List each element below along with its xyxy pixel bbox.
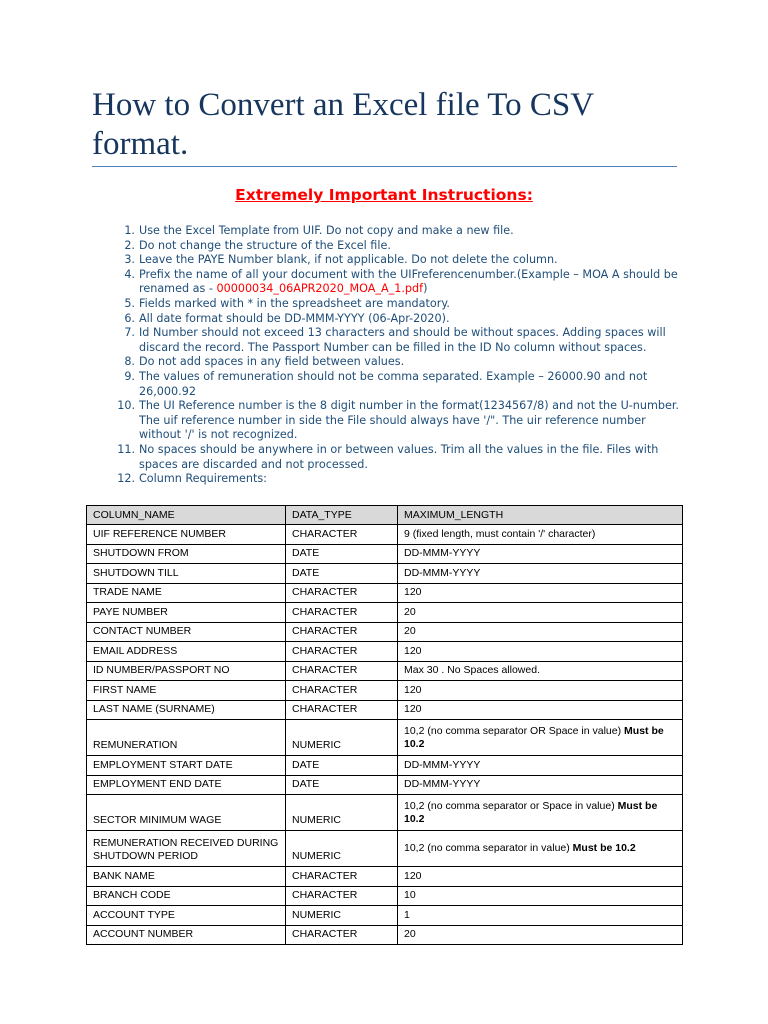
title-divider (92, 166, 677, 167)
column-name-cell-text: BRANCH CODE (93, 889, 171, 902)
instruction-text: Do not add spaces in any field between values. (139, 355, 405, 369)
maximum-length-cell (398, 831, 683, 867)
column-name-cell (87, 867, 286, 887)
data-type-cell (286, 661, 398, 681)
instruction-number: 11. (117, 442, 135, 456)
table-row (87, 867, 683, 887)
maximum-length-cell (398, 925, 683, 945)
instruction-number: 6. (124, 311, 135, 325)
instruction-item (113, 268, 683, 297)
column-name-cell (87, 775, 286, 795)
data-type-cell (286, 867, 398, 887)
column-name-cell (87, 642, 286, 662)
table-row (87, 642, 683, 662)
maximum-length-cell-text: 20 (404, 928, 416, 941)
column-name-cell-text: EMAIL ADDRESS (93, 644, 178, 657)
data-type-cell-text: CHARACTER (292, 625, 358, 638)
instruction-item (113, 224, 683, 239)
instruction-text: Fields marked with * in the spreadsheet are mandatory. (139, 296, 450, 310)
column-name-cell (87, 906, 286, 926)
data-type-cell-text: DATE (292, 778, 320, 791)
table-row (87, 525, 683, 545)
column-name-cell-text: REMUNERATION (93, 739, 178, 751)
column-name-cell-text: ACCOUNT NUMBER (93, 928, 194, 941)
data-type-cell (286, 525, 398, 545)
maximum-length-cell-text: Max 30 . No Spaces allowed. (404, 664, 540, 677)
column-name-cell-text: SHUTDOWN TILL (93, 566, 179, 579)
data-type-cell-text: DATE (292, 758, 320, 771)
instruction-item (113, 399, 683, 443)
instruction-number: 3. (124, 253, 135, 267)
maximum-length-cell (398, 886, 683, 906)
data-type-cell-text: NUMERIC (292, 908, 341, 921)
instruction-item (113, 239, 683, 254)
data-type-cell-text: NUMERIC (292, 739, 341, 751)
data-type-cell (286, 886, 398, 906)
maximum-length-cell (398, 867, 683, 887)
instruction-number: 12. (117, 472, 135, 486)
instruction-text: The UI Reference number is the 8 digit number in the format(1234567/8) and not the U-number. The uif reference number in side the File should always have '/". The uir reference number without '/' is not recognized. (139, 399, 679, 442)
table-row (87, 720, 683, 756)
maximum-length-cell-text: 10,2 (no comma separator or Space in value) (404, 799, 615, 812)
instruction-text-suffix: ) (423, 282, 428, 296)
column-name-cell (87, 544, 286, 564)
data-type-cell (286, 831, 398, 867)
maximum-length-cell-text: 120 (404, 644, 422, 657)
maximum-length-cell-text: 120 (404, 703, 422, 716)
table-row (87, 564, 683, 584)
data-type-cell-text: DATE (292, 547, 320, 560)
column-name-cell-text: PAYE NUMBER (93, 605, 168, 618)
column-name-cell-text: ACCOUNT TYPE (93, 908, 175, 921)
data-type-cell (286, 564, 398, 584)
maximum-length-cell (398, 544, 683, 564)
instruction-text: All date format should be DD-MMM-YYYY (06-Apr-2020). (139, 311, 450, 325)
maximum-length-cell (398, 525, 683, 545)
header-data-type: DATA_TYPE (286, 506, 398, 525)
maximum-length-cell-text: 20 (404, 605, 416, 618)
instruction-text: Do not change the structure of the Excel file. (139, 238, 391, 252)
length-requirement-note: Must be 10.2 (404, 724, 664, 750)
length-requirement-note: Must be 10.2 (404, 799, 658, 825)
data-type-cell (286, 622, 398, 642)
column-name-cell-text: EMPLOYMENT END DATE (93, 778, 222, 791)
column-name-cell (87, 700, 286, 720)
maximum-length-cell (398, 622, 683, 642)
column-name-cell (87, 925, 286, 945)
column-name-cell (87, 583, 286, 603)
instruction-text: Prefix the name of all your document with the UIFreferencenumber.(Example – MOA A should be renamed as - (139, 267, 678, 296)
column-name-cell-text: LAST NAME (SURNAME) (93, 703, 215, 716)
maximum-length-cell (398, 700, 683, 720)
instruction-number: 9. (124, 369, 135, 383)
instruction-item (113, 312, 683, 327)
table-row (87, 544, 683, 564)
maximum-length-cell (398, 661, 683, 681)
data-type-cell-text: CHARACTER (292, 703, 358, 716)
table-row (87, 756, 683, 776)
table-row (87, 886, 683, 906)
instruction-item (113, 370, 683, 399)
instructions-heading: Extremely Important Instructions: (235, 186, 533, 204)
maximum-length-cell-text: DD-MMM-YYYY (404, 547, 481, 560)
header-column-name: COLUMN_NAME (87, 506, 286, 525)
instruction-text: No spaces should be anywhere in or between values. Trim all the values in the file. Files with spaces are discarded and not processed. (139, 442, 659, 471)
header-maximum-length: MAXIMUM_LENGTH (398, 506, 683, 525)
column-name-cell (87, 886, 286, 906)
instruction-item (113, 297, 683, 312)
table-row (87, 661, 683, 681)
data-type-cell (286, 700, 398, 720)
maximum-length-cell-text: 120 (404, 586, 422, 599)
instruction-text: Use the Excel Template from UIF. Do not copy and make a new file. (139, 224, 514, 237)
data-type-cell-text: CHARACTER (292, 664, 358, 677)
table-row (87, 681, 683, 701)
data-type-cell (286, 925, 398, 945)
page-title: How to Convert an Excel file To CSV format. (92, 87, 594, 162)
data-type-cell-text: NUMERIC (292, 814, 341, 826)
data-type-cell-text: CHARACTER (292, 527, 358, 540)
instruction-item (113, 326, 683, 355)
column-requirements-table (86, 505, 683, 945)
instruction-number: 4. (124, 267, 135, 281)
column-name-cell (87, 720, 286, 756)
table-row (87, 795, 683, 831)
column-name-cell-text: SHUTDOWN FROM (93, 547, 189, 560)
instruction-text: The values of remuneration should not be comma separated. Example – 26000.90 and not 26,000.92 (139, 369, 648, 398)
maximum-length-cell (398, 583, 683, 603)
maximum-length-cell-text: 20 (404, 625, 416, 638)
instruction-number: 1. (124, 224, 135, 237)
column-name-cell (87, 661, 286, 681)
data-type-cell (286, 603, 398, 623)
column-name-cell-text: ID NUMBER/PASSPORT NO (93, 664, 230, 677)
table-row (87, 925, 683, 945)
column-name-cell-text: SECTOR MINIMUM WAGE (93, 814, 222, 826)
column-name-cell (87, 795, 286, 831)
data-type-cell (286, 775, 398, 795)
table-body (87, 525, 683, 945)
maximum-length-cell-text: DD-MMM-YYYY (404, 778, 481, 791)
data-type-cell-text: CHARACTER (292, 605, 358, 618)
data-type-cell (286, 583, 398, 603)
data-type-cell-text: NUMERIC (292, 850, 341, 862)
length-requirement-note: Must be 10.2 (572, 842, 636, 854)
maximum-length-cell (398, 756, 683, 776)
maximum-length-cell (398, 795, 683, 831)
data-type-cell (286, 756, 398, 776)
instruction-number: 7. (124, 326, 135, 340)
column-name-cell-text: FIRST NAME (93, 683, 157, 696)
instruction-number: 8. (124, 355, 135, 369)
data-type-cell-text: CHARACTER (292, 869, 358, 882)
instruction-item (113, 472, 683, 487)
data-type-cell (286, 906, 398, 926)
maximum-length-cell-text: 10 (404, 889, 416, 902)
maximum-length-cell (398, 642, 683, 662)
maximum-length-cell (398, 720, 683, 756)
table-row (87, 603, 683, 623)
instruction-number: 2. (124, 238, 135, 252)
column-name-cell (87, 603, 286, 623)
maximum-length-cell (398, 564, 683, 584)
column-name-cell (87, 622, 286, 642)
data-type-cell (286, 544, 398, 564)
instruction-number: 10. (117, 399, 135, 413)
table-row (87, 775, 683, 795)
data-type-cell (286, 642, 398, 662)
instruction-text: Leave the PAYE Number blank, if not applicable. Do not delete the column. (139, 253, 558, 267)
instruction-item (113, 253, 683, 268)
example-filename: 00000034_06APR2020_MOA_A_1.pdf (216, 282, 424, 296)
table-row (87, 906, 683, 926)
column-name-cell-text: REMUNERATION RECEIVED DURING SHUTDOWN PERIOD (93, 837, 279, 862)
maximum-length-cell (398, 603, 683, 623)
maximum-length-cell (398, 775, 683, 795)
column-name-cell-text: EMPLOYMENT START DATE (93, 758, 233, 771)
table-header-row (87, 506, 683, 525)
data-type-cell-text: CHARACTER (292, 586, 358, 599)
data-type-cell (286, 681, 398, 701)
instruction-item (113, 443, 683, 472)
column-name-cell (87, 831, 286, 867)
data-type-cell-text: CHARACTER (292, 889, 358, 902)
table-row (87, 700, 683, 720)
data-type-cell (286, 795, 398, 831)
instruction-item (113, 355, 683, 370)
maximum-length-cell-text: 120 (404, 683, 422, 696)
instructions-list (113, 224, 683, 487)
maximum-length-cell-text: DD-MMM-YYYY (404, 758, 481, 771)
data-type-cell-text: CHARACTER (292, 683, 358, 696)
data-type-cell (286, 720, 398, 756)
maximum-length-cell (398, 906, 683, 926)
column-name-cell (87, 756, 286, 776)
instruction-text: Id Number should not exceed 13 characters and should be without spaces. Adding spaces will discard the record. The Passport Number can be filled in the ID No column without spaces. (139, 326, 666, 354)
maximum-length-cell-text: 10,2 (no comma separator OR Space in value) (404, 724, 622, 737)
table-row (87, 622, 683, 642)
maximum-length-cell-text: 1 (404, 908, 410, 921)
instruction-text: Column Requirements: (139, 472, 267, 486)
column-name-cell-text: TRADE NAME (93, 586, 162, 599)
maximum-length-cell-text: 9 (fixed length, must contain '/' character) (404, 527, 596, 540)
data-type-cell-text: DATE (292, 566, 320, 579)
column-name-cell (87, 525, 286, 545)
maximum-length-cell (398, 681, 683, 701)
column-name-cell-text: UIF REFERENCE NUMBER (93, 527, 227, 540)
maximum-length-cell-text: DD-MMM-YYYY (404, 566, 481, 579)
table-row (87, 583, 683, 603)
data-type-cell-text: CHARACTER (292, 928, 358, 941)
table-row (87, 831, 683, 867)
maximum-length-cell-text: 120 (404, 869, 422, 882)
column-name-cell-text: BANK NAME (93, 869, 155, 882)
column-name-cell (87, 564, 286, 584)
column-name-cell (87, 681, 286, 701)
data-type-cell-text: CHARACTER (292, 644, 358, 657)
maximum-length-cell-text: 10,2 (no comma separator in value) (404, 842, 570, 854)
column-name-cell-text: CONTACT NUMBER (93, 625, 192, 638)
instruction-number: 5. (124, 296, 135, 310)
